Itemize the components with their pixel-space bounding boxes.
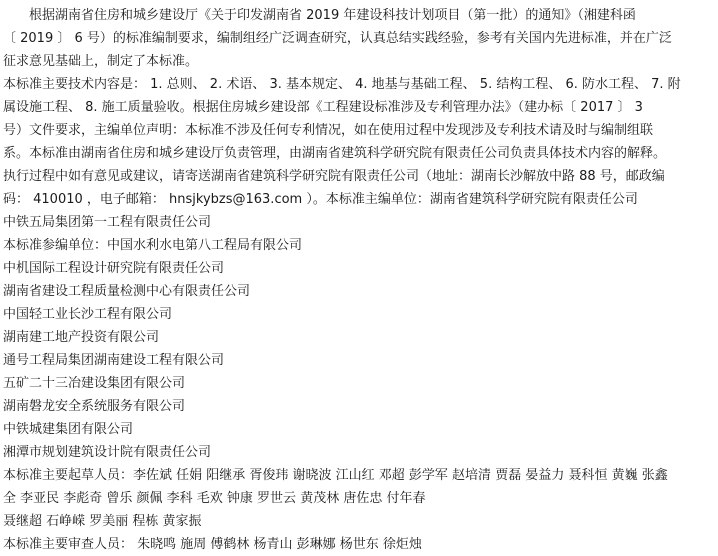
preface-line-1: 根据湖南省住房和城乡建设厅《关于印发湖南省 2019 年建设科技计划项目（第一批）的通知》（湘建科函	[29, 8, 636, 23]
organization-line: 湖南磐龙安全系统服务有限公司	[3, 399, 186, 414]
technical-content-line-1: 本标准主要技术内容是： 1. 总则、 2. 术语、 3. 基本规定、 4. 地基与基础工程、 5. 结构工程、 6. 防水工程、 7. 附	[3, 77, 681, 92]
management-line: 系。本标准由湖南省住房和城乡建设厅负责管理，由湖南省建筑科学研究院有限责任公司负责具体技术内容的解释。	[3, 146, 667, 161]
drafters-line-2: 全 李亚民 李彪奇 曾乐 颜佩 李科 毛欢 钟康 罗世云 黄茂林 唐佐忠 付年春	[3, 491, 426, 506]
drafters-line-1: 本标准主要起草人员：李佐斌 任娟 阳继承 胥俊玮 谢晓波 江山红 邓超 彭学军 赵培清 贾磊 晏益力 聂科恒 黄巍 张鑫	[3, 468, 668, 483]
organization-line: 湖南建工地产投资有限公司	[3, 330, 160, 345]
organization-line: 湖南省建设工程质量检测中心有限责任公司	[3, 284, 251, 299]
technical-content-line-2: 属设施工程、 8. 施工质量验收。根据住房城乡建设部《工程建设标准涉及专利管理办法》（建办标〔 2017 〕 3	[3, 100, 643, 115]
participating-units-line: 本标准参编单位：中国水利水电第八工程局有限公司	[3, 238, 303, 253]
organization-line: 通号工程局集团湖南建设工程有限公司	[3, 353, 225, 368]
organization-line: 中机国际工程设计研究院有限责任公司	[3, 261, 225, 276]
drafters-line-3: 聂继超 石峥嵘 罗美丽 程栋 黄家振	[3, 514, 202, 529]
organization-line: 中国轻工业长沙工程有限公司	[3, 307, 173, 322]
organization-line: 五矿二十三冶建设集团有限公司	[3, 376, 186, 391]
reviewers-line: 本标准主要审查人员： 朱晓鸣 施周 傅鹤林 杨青山 彭琳娜 杨世东 徐炬烛	[3, 537, 422, 552]
preface-line-3: 征求意见基础上，制定了本标准。	[3, 54, 199, 69]
contact-email-line: 码： 410010 ，电子邮箱： hnsjkybzs@163.com ）。本标准主编单位：湖南省建筑科学研究院有限责任公司	[3, 192, 638, 207]
patent-statement-line: 号）文件要求，主编单位声明：本标准不涉及任何专利情况，如在使用过程中发现涉及专利技术请及时与编制组联	[3, 123, 654, 138]
contact-address-line: 执行过程中如有意见或建议，请寄送湖南省建筑科学研究院有限责任公司（地址：湖南长沙解放中路 88 号，邮政编	[3, 169, 665, 184]
organization-line: 中铁五局集团第一工程有限责任公司	[3, 215, 212, 230]
organization-line: 中铁城建集团有限公司	[3, 422, 134, 437]
preface-line-2: 〔 2019 〕 6 号）的标准编制要求，编制组经广泛调查研究，认真总结实践经验，参考有关国内先进标准，并在广泛	[3, 31, 672, 46]
organization-line: 湘潭市规划建筑设计院有限责任公司	[3, 445, 212, 460]
